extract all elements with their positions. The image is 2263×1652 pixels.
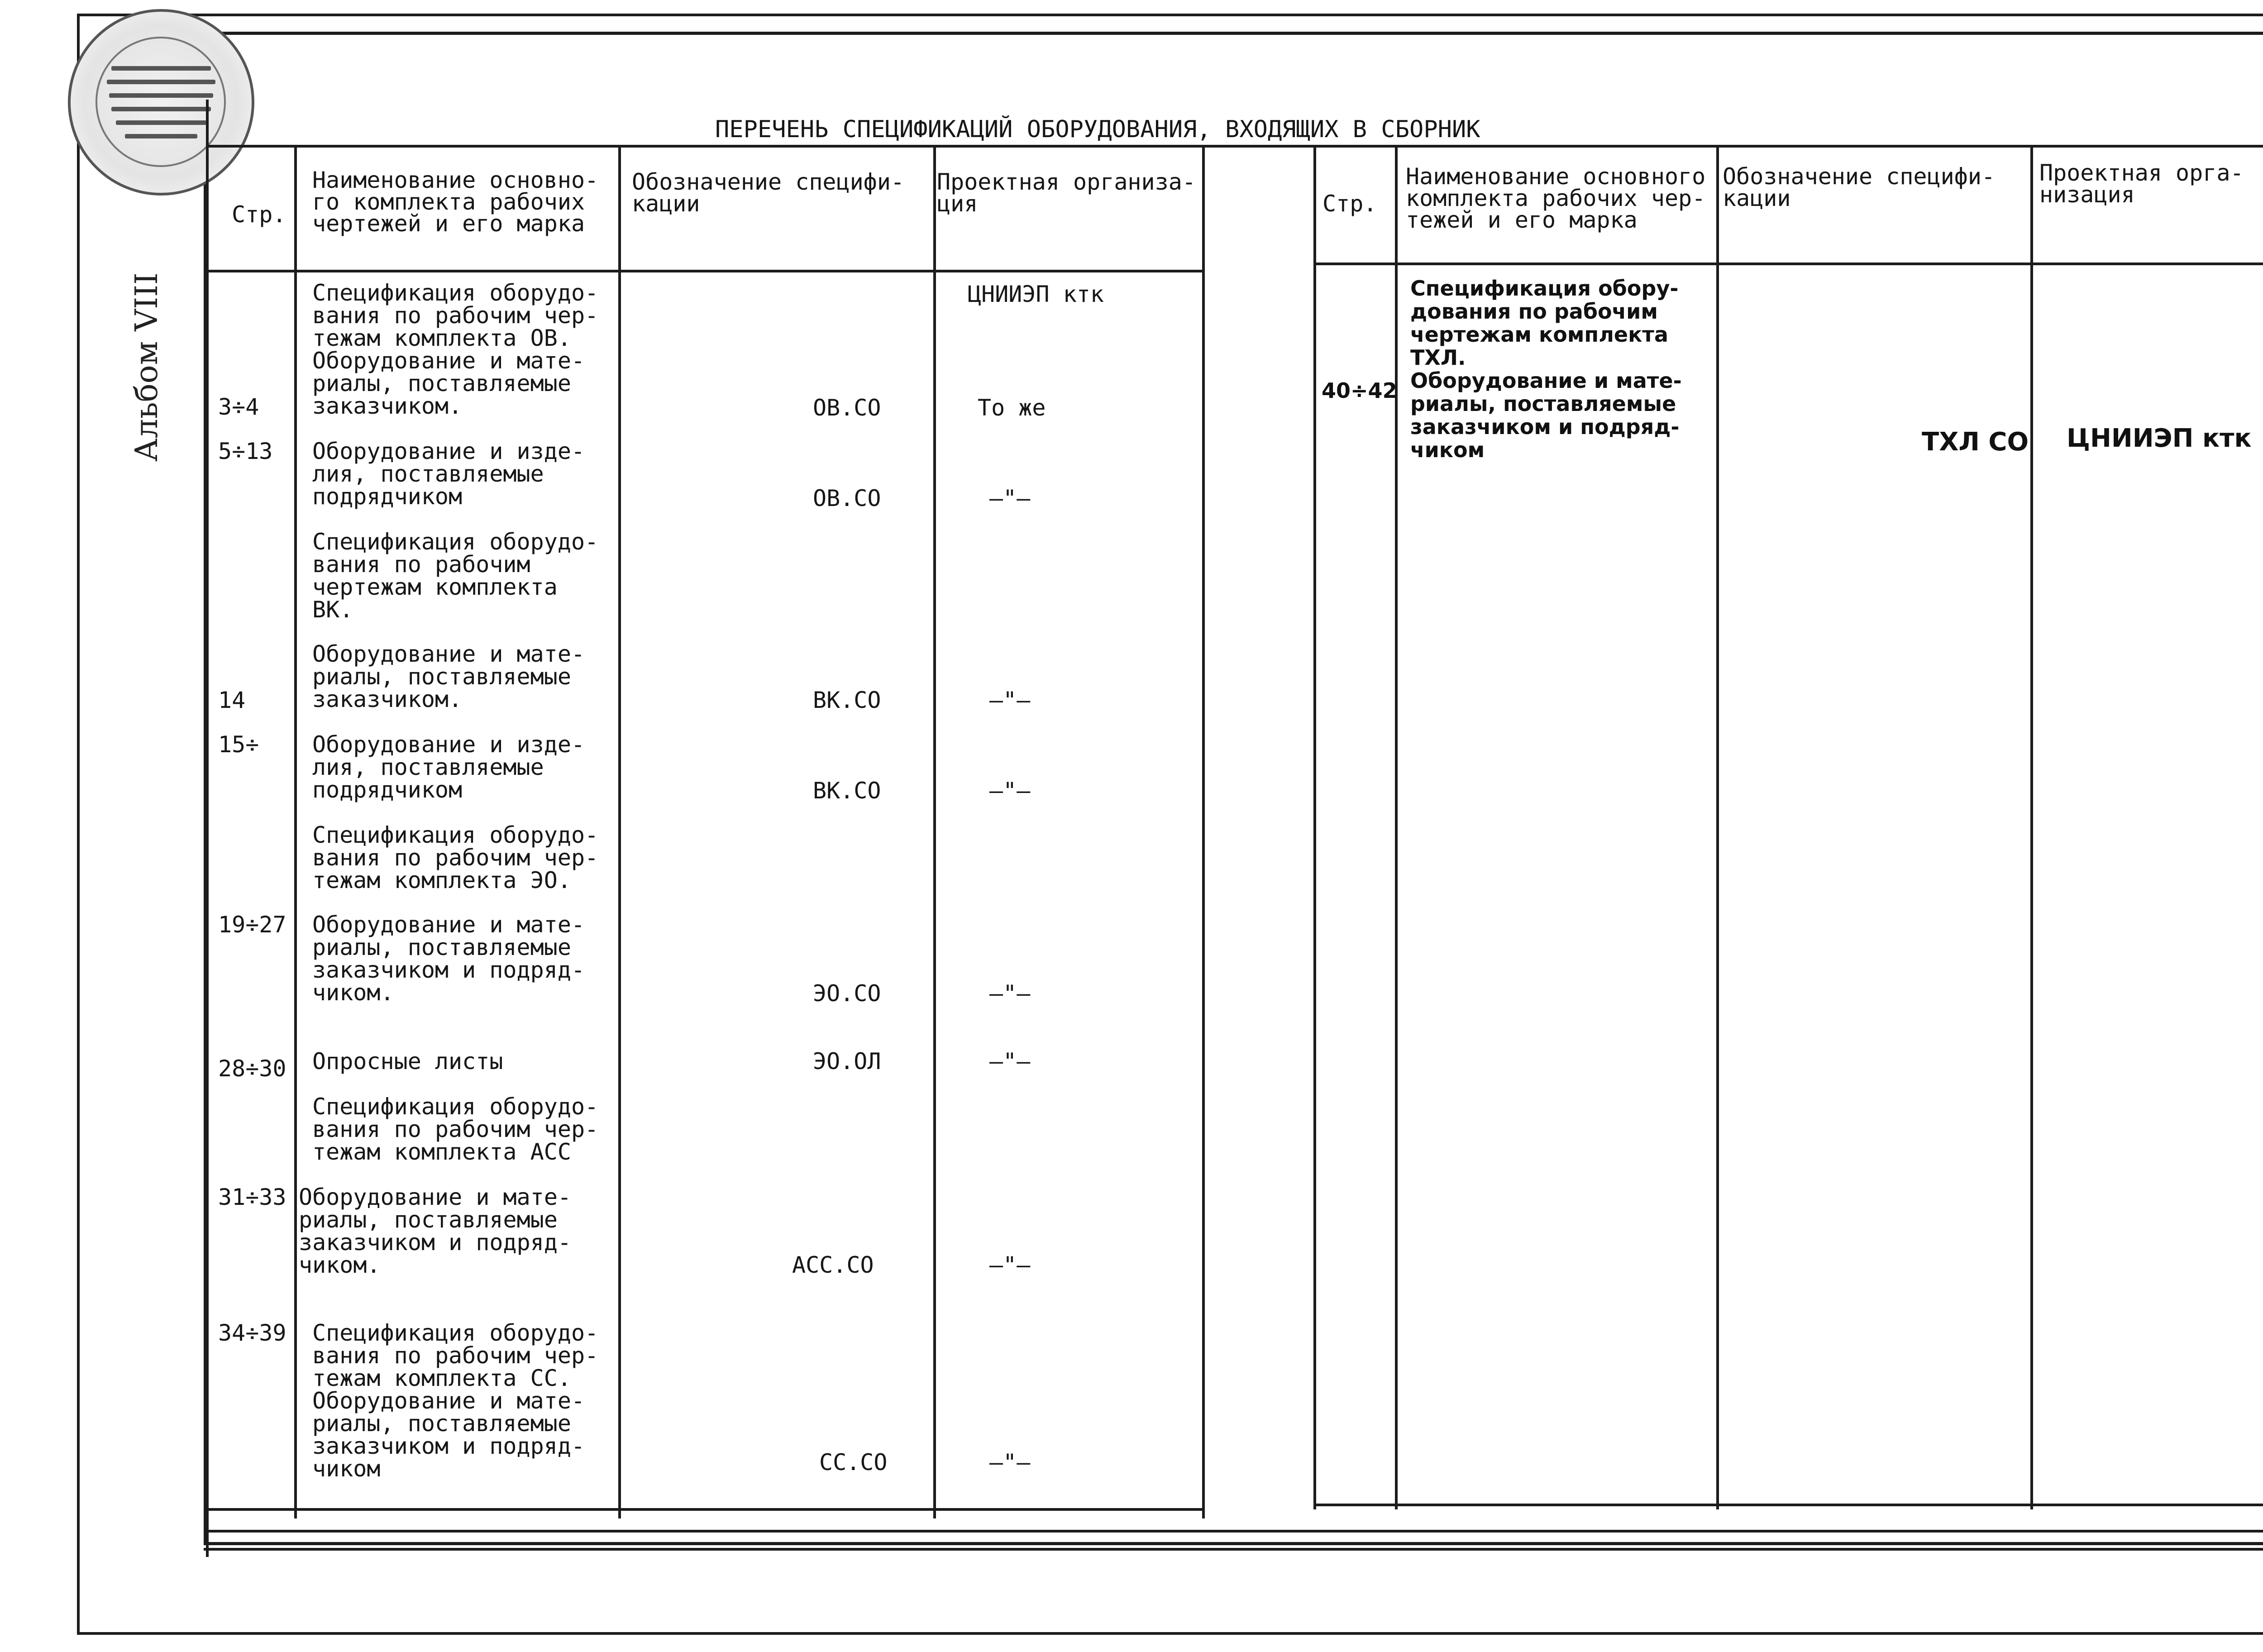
table-row-org: –"– bbox=[989, 687, 1031, 713]
table-row-name: Спецификация обору- дования по рабочим чертежам комплекта ТХЛ. Оборудование и мате- риалы, поставляемые заказчиком и подряд- чиком bbox=[1410, 276, 1682, 462]
table-row-org: То же bbox=[978, 395, 1046, 421]
table-row-name: Оборудование и мате- риалы, поставляемые заказчиком. bbox=[312, 348, 585, 419]
table-row-org: –"– bbox=[989, 1252, 1031, 1278]
right-header-org: Проектная орга- низация bbox=[2039, 160, 2244, 208]
table-row-name: Спецификация оборудо- вания по рабочим чер- тежам комплекта СС. Оборудование и мате- риалы, поставляемые заказчиком и подряд- чиком bbox=[312, 1320, 599, 1482]
table-row-code: ЭО.ОЛ bbox=[813, 1048, 881, 1074]
right-header-code: Обозначение специфи- кации bbox=[1723, 163, 1996, 211]
table-row-org: –"– bbox=[989, 1048, 1031, 1074]
seal-stamp-text-line bbox=[111, 66, 211, 71]
table-top-line bbox=[208, 145, 2263, 148]
right-header-bottom-line bbox=[1313, 263, 2263, 265]
table-row-org: –"– bbox=[989, 485, 1031, 511]
table-left-line bbox=[206, 100, 209, 1557]
left-col-divider bbox=[618, 147, 621, 1518]
left-header-name: Наименование основно- го комплекта рабочих чертежей и его марка bbox=[312, 167, 599, 237]
album-label: Альбом VIII bbox=[129, 272, 165, 462]
table-row-code: ВК.СО bbox=[813, 687, 881, 713]
table-row-code: ОВ.СО bbox=[813, 485, 881, 511]
table-row-page: 3÷4 bbox=[218, 394, 259, 420]
table-row-page: 14 bbox=[218, 687, 246, 713]
table-row-org: –"– bbox=[989, 1449, 1031, 1475]
table-row-page: 28÷30 bbox=[218, 1055, 286, 1082]
left-header-page: Стр. bbox=[232, 201, 286, 228]
left-header-bottom-line bbox=[208, 270, 1205, 272]
left-table-bottom-line bbox=[208, 1508, 1205, 1511]
table-bottom-line bbox=[204, 1530, 2263, 1533]
table-row-page: 34÷39 bbox=[218, 1320, 286, 1346]
table-row-name: Оборудование и изде- лия, поставляемые подрядчиком bbox=[312, 731, 585, 803]
left-header-code: Обозначение специфи- кации bbox=[632, 169, 905, 217]
table-row-name: Оборудование и мате- риалы, поставляемые заказчиком. bbox=[312, 641, 585, 712]
right-col-divider bbox=[1395, 147, 1398, 1509]
right-col-divider bbox=[1313, 147, 1316, 1509]
right-table-bottom-line bbox=[1313, 1504, 2263, 1506]
table-row-org: –"– bbox=[989, 980, 1031, 1007]
table-row-code: ЭО.СО bbox=[813, 980, 881, 1007]
right-header-name: Наименование основного комплекта рабочих чер- тежей и его марка bbox=[1406, 163, 1706, 233]
page-title: ПЕРЕЧЕНЬ СПЕЦИФИКАЦИЙ ОБОРУДОВАНИЯ, ВХОДЯЩИХ В СБОРНИК bbox=[715, 116, 1480, 143]
table-row-name: Спецификация оборудо- вания по рабочим чер- тежам комплекта ЭО. bbox=[312, 822, 599, 893]
table-row-org: ЦНИИЭП ктк bbox=[968, 281, 1104, 307]
left-col-divider bbox=[294, 147, 297, 1518]
table-row-name: Спецификация оборудо- вания по рабочим чер- тежам комплекта ОВ. bbox=[312, 280, 599, 351]
table-footer-line bbox=[204, 1548, 2263, 1551]
table-row-org: ЦНИИЭП ктк bbox=[2067, 424, 2252, 453]
seal-stamp-text-line bbox=[111, 107, 211, 111]
table-row-name: Оборудование и изде- лия, поставляемые подрядчиком bbox=[312, 438, 585, 510]
table-row-name: Оборудование и мате- риалы, поставляемые заказчиком и подряд- чиком. bbox=[299, 1184, 572, 1278]
right-col-divider bbox=[1716, 147, 1719, 1509]
table-row-code: ВК.СО bbox=[813, 778, 881, 804]
left-col-divider bbox=[933, 147, 936, 1518]
table-row-code: ТХЛ СО bbox=[1922, 427, 2029, 457]
seal-stamp-text-line bbox=[125, 134, 197, 138]
table-row-code: ОВ.СО bbox=[813, 395, 881, 421]
table-row-org: –"– bbox=[989, 778, 1031, 804]
seal-stamp-text-line bbox=[109, 93, 213, 98]
table-row-code: СС.СО bbox=[819, 1449, 888, 1475]
table-row-name: Оборудование и мате- риалы, поставляемые заказчиком и подряд- чиком. bbox=[312, 912, 585, 1006]
table-row-name: Спецификация оборудо- вания по рабочим чертежам комплекта ВК. bbox=[312, 529, 599, 623]
table-row-page: 5÷13 bbox=[218, 438, 273, 464]
right-col-divider bbox=[2030, 147, 2033, 1509]
table-row-name: Спецификация оборудо- вания по рабочим чер- тежам комплекта АСС bbox=[312, 1093, 599, 1165]
seal-stamp-text-line bbox=[107, 80, 215, 84]
table-row-page: 19÷27 bbox=[218, 912, 286, 938]
table-row-code: АСС.СО bbox=[792, 1252, 874, 1278]
left-header-org: Проектная организа- ция bbox=[937, 169, 1196, 217]
table-row-page: 15÷ bbox=[218, 731, 259, 758]
table-row-page: 31÷33 bbox=[218, 1184, 286, 1210]
seal-stamp-text-line bbox=[116, 120, 206, 125]
table-row-name: Опросные листы bbox=[312, 1048, 503, 1074]
seal-stamp bbox=[68, 9, 254, 196]
right-header-page: Стр. bbox=[1322, 191, 1377, 217]
left-col-divider bbox=[1202, 147, 1205, 1518]
table-row-page: 40÷42 bbox=[1322, 378, 1397, 403]
